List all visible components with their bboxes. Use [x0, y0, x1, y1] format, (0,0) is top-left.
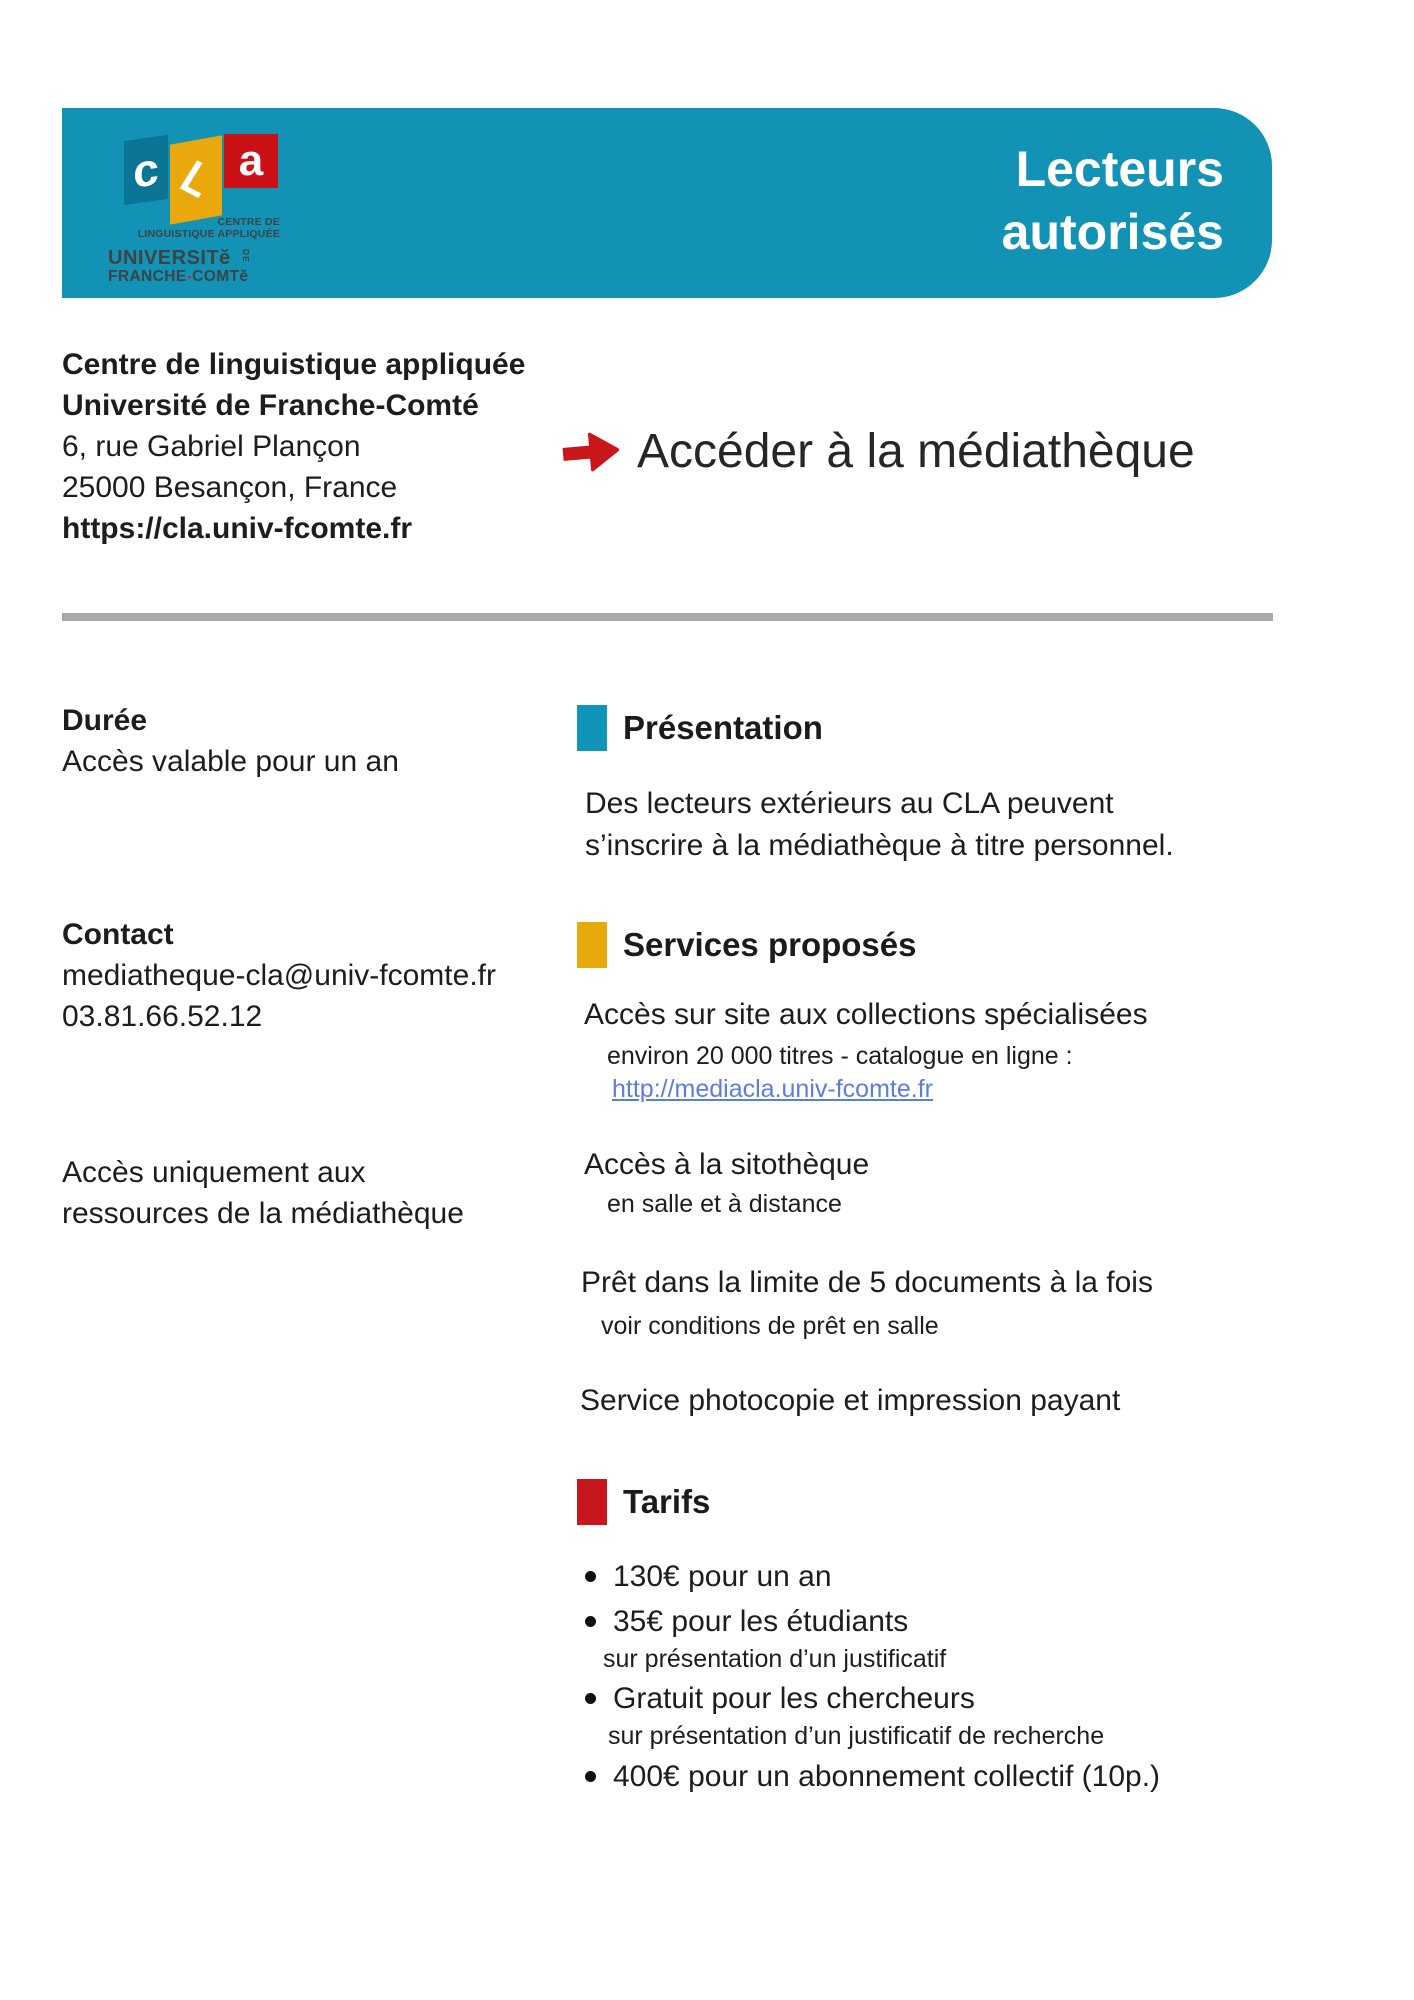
org-name: Centre de linguistique appliquée	[62, 348, 526, 381]
tarif-students-text: 35€ pour les étudiants	[613, 1605, 909, 1638]
red-square-marker	[577, 1479, 607, 1525]
document-title	[1002, 138, 1224, 264]
bullet-dot	[585, 1693, 596, 1704]
presentation-title: Présentation	[623, 709, 823, 746]
contact-email: mediatheque-cla@univ-fcomte.fr	[62, 959, 496, 992]
title-line2: autorisés	[1001, 204, 1224, 260]
logo-letter-a: a	[238, 136, 264, 185]
service-collections-detail: environ 20 000 titres - catalogue en ligne :	[607, 1042, 1073, 1070]
header-banner	[62, 108, 1272, 298]
tarif-researchers-detail: sur présentation d’un justificatif de recherche	[608, 1722, 1105, 1750]
catalogue-link[interactable]: http://mediacla.univ-fcomte.fr	[612, 1075, 933, 1103]
tarif-collective-text: 400€ pour un abonnement collectif (10p.)	[613, 1760, 1161, 1793]
access-note-line2: ressources de la médiathèque	[62, 1197, 464, 1230]
logo-letter-c: c	[133, 142, 159, 198]
university-de-rotated: DE	[240, 249, 251, 263]
logo-university-line1	[108, 248, 283, 268]
presentation-header	[577, 705, 823, 751]
bullet-dot	[585, 1771, 596, 1782]
teal-square-marker	[577, 705, 607, 751]
university-text: UNIVERSITĕ	[108, 247, 231, 269]
service-sitotheque-detail: en salle et à distance	[607, 1190, 842, 1218]
tarif-item-researchers	[585, 1680, 975, 1717]
tarif-item-students	[585, 1603, 908, 1640]
access-headline	[563, 424, 1195, 479]
franche-text: FRANCHE	[108, 268, 187, 285]
logo-university-line2	[108, 268, 283, 285]
city-address: 25000 Besançon, France	[62, 471, 398, 504]
tarif-researchers-text: Gratuit pour les chercheurs	[613, 1682, 975, 1715]
access-headline-label: Accéder à la médiathèque	[637, 425, 1195, 478]
logo-letter-l: L	[171, 151, 222, 208]
contact-block	[62, 914, 496, 1037]
title-line1: Lecteurs	[1015, 141, 1224, 197]
street-address: 6, rue Gabriel Plançon	[62, 430, 361, 463]
logo-org-line1: CENTRE DE	[217, 216, 280, 228]
red-hyphen: -	[186, 268, 193, 285]
tarif-item-annual	[585, 1558, 832, 1595]
tarifs-title: Tarifs	[623, 1483, 711, 1520]
comte-text: COMTĕ	[192, 268, 249, 285]
service-pret-detail: voir conditions de prêt en salle	[601, 1312, 939, 1340]
bullet-dot	[585, 1616, 596, 1627]
service-pret: Prêt dans la limite de 5 documents à la fois	[581, 1266, 1153, 1299]
website-url: https://cla.univ-fcomte.fr	[62, 512, 413, 545]
access-note-line1: Accès uniquement aux	[62, 1156, 366, 1189]
tarifs-header	[577, 1479, 710, 1525]
logo-tile-l	[170, 135, 222, 224]
contact-heading: Contact	[62, 918, 174, 951]
duree-heading: Durée	[62, 704, 148, 737]
logo-org-line2: LINGUISTIQUE APPLIQUÉE	[137, 228, 280, 240]
logo-tile-c	[124, 135, 168, 205]
section-divider	[62, 613, 1273, 621]
tarif-annual-text: 130€ pour un an	[613, 1560, 832, 1593]
service-sitotheque: Accès à la sitothèque	[584, 1148, 870, 1181]
bullet-dot	[585, 1571, 596, 1582]
service-photocopie: Service photocopie et impression payant	[580, 1384, 1121, 1417]
services-header	[577, 922, 917, 968]
duree-block	[62, 700, 399, 782]
logo-university-wordmark	[108, 248, 283, 285]
tarif-item-collective	[585, 1758, 1160, 1795]
service-collections: Accès sur site aux collections spécialisées	[584, 998, 1148, 1031]
tarif-students-detail: sur présentation d’un justificatif	[603, 1645, 947, 1673]
logo-tile-a	[224, 134, 278, 188]
services-title: Services proposés	[623, 926, 917, 963]
cla-logo-tiles	[108, 124, 283, 210]
cla-university-logo	[108, 124, 283, 285]
red-arrow-icon	[561, 425, 621, 478]
presentation-body-line2: s’inscrire à la médiathèque à titre personnel.	[585, 829, 1174, 862]
access-note-block	[62, 1152, 464, 1234]
university-name: Université de Franche-Comté	[62, 389, 479, 422]
presentation-body-line1: Des lecteurs extérieurs au CLA peuvent	[585, 787, 1114, 820]
duree-text: Accès valable pour un an	[62, 745, 399, 778]
contact-phone: 03.81.66.52.12	[62, 1000, 263, 1033]
address-block	[62, 344, 525, 549]
gold-square-marker	[577, 922, 607, 968]
